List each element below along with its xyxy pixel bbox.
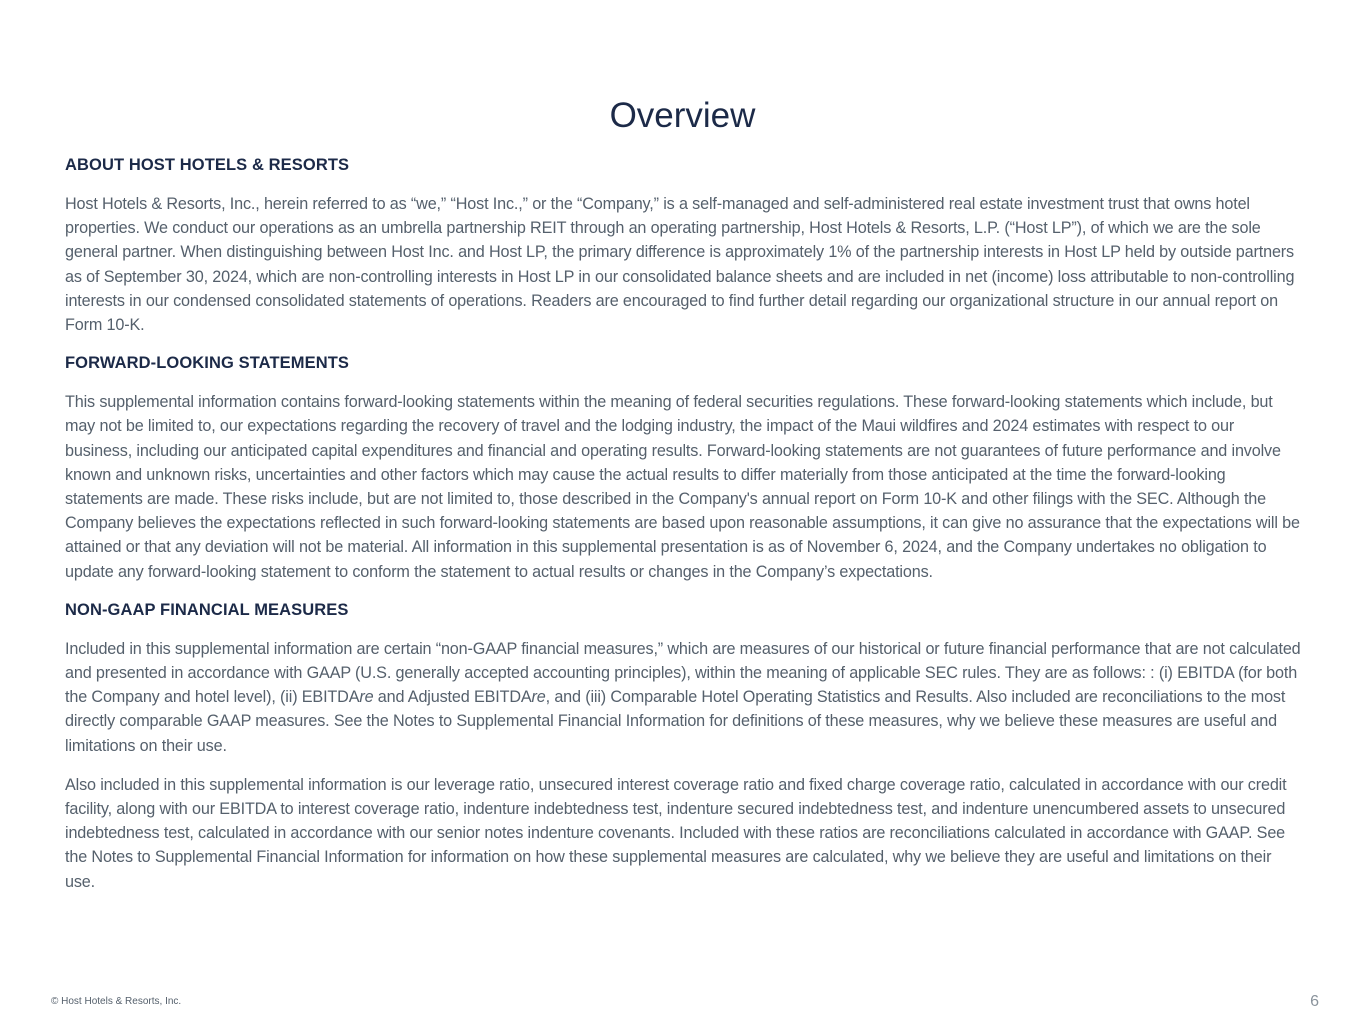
about-heading: ABOUT HOST HOTELS & RESORTS bbox=[65, 156, 350, 174]
non-gaap-paragraph-2: Also included in this supplemental information is our leverage ratio, unsecured interest coverage ratio and fixed charge coverage ratio, calculated in accordance with our credit facility, along with our EBITDA to interest coverage ratio, indenture indebtedness test, indenture secured indebtedness test, and indenture unencumbered assets to unsecured indebtedness test, calculated in accordance with our senior notes indenture covenants. Included with these ratios are reconciliations calculated in accordance with GAAP. See the Notes to Supplemental Financial Information for information on how these supplemental measures are calculated, why we believe they are useful and limitations on their use. bbox=[65, 775, 1287, 891]
page-title: Overview bbox=[609, 96, 756, 135]
forward-looking-heading: FORWARD-LOOKING STATEMENTS bbox=[65, 354, 350, 373]
non-gaap-paragraph-1 bbox=[65, 637, 1305, 758]
non-gaap-heading: NON-GAAP FINANCIAL MEASURES bbox=[65, 600, 349, 619]
about-paragraph: Host Hotels & Resorts, Inc., herein referred to as “we,” “Host Inc.,” or the “Company,” is a self-managed and self-administered real estate investment trust that owns hotel properties. We conduct our operations as an umbrella partnership REIT through an operating partnership, Host Hotels & Resorts, L.P. (“Host LP”), of which we are the sole general partner. When distinguishing between Host Inc. and Host LP, the primary difference is approximately 1% of the partnership interests in Host LP held by outside partners as of September 30, 2024, which are non-controlling interests in Host LP in our consolidated balance sheets and are included in net (income) loss attributable to non-controlling interests in our condensed consolidated statements of operations. Readers are encouraged to find further detail regarding our organizational structure in our annual report on Form 10-K. bbox=[65, 195, 1295, 335]
non-gaap-p1-part3: , and (iii) Comparable Hotel Operating Statistics and Results. Also included are reconciliations to the most directly comparable GAAP measures. See the Notes to Supplemental Financial Information for definitions of these measures, why we believe these measures are useful and limitations on their use. bbox=[65, 688, 1286, 755]
non-gaap-p1-italic1: re bbox=[359, 688, 374, 707]
forward-looking-paragraph: This supplemental information contains forward-looking statements within the meaning of federal securities regulations. These forward-looking statements which include, but may not be limited to, our expectations regarding the recovery of travel and the lodging industry, the impact of the Maui wildfires and 2024 estimates with respect to our business, including our anticipated capital expenditures and financial and operating results. Forward-looking statements are not guarantees of future performance and involve known and unknown risks, uncertainties and other factors which may cause the actual results to differ materially from those anticipated at the time the forward-looking statements are made. These risks include, but are not limited to, those described in the Company's annual report on Form 10-K and other filings with the SEC. Although the Company believes the expectations reflected in such forward-looking statements are based upon reasonable assumptions, it can give no assurance that the expectations will be attained or that any deviation will not be material. All information in this supplemental presentation is as of November 6, 2024, and the Company undertakes no obligation to update any forward-looking statement to conform the statement to actual results or changes in the Company’s expectations. bbox=[65, 393, 1300, 581]
non-gaap-p1-part2: and Adjusted EBITDA bbox=[373, 688, 532, 707]
page-number: 6 bbox=[1310, 993, 1319, 1010]
non-gaap-p1-italic2: re bbox=[531, 688, 546, 707]
non-gaap-p1-part1: Included in this supplemental information are certain “non-GAAP financial measures,” which are measures of our historical or future financial performance that are not calculated and presented in accordance with GAAP (U.S. generally accepted accounting principles), within the meaning of applicable SEC rules. They are as follows: : (i) EBITDA (for both the Company and hotel level), (ii) EBITDA bbox=[65, 639, 1301, 707]
footer-copyright: © Host Hotels & Resorts, Inc. bbox=[51, 996, 182, 1007]
overview-content bbox=[65, 154, 1305, 909]
